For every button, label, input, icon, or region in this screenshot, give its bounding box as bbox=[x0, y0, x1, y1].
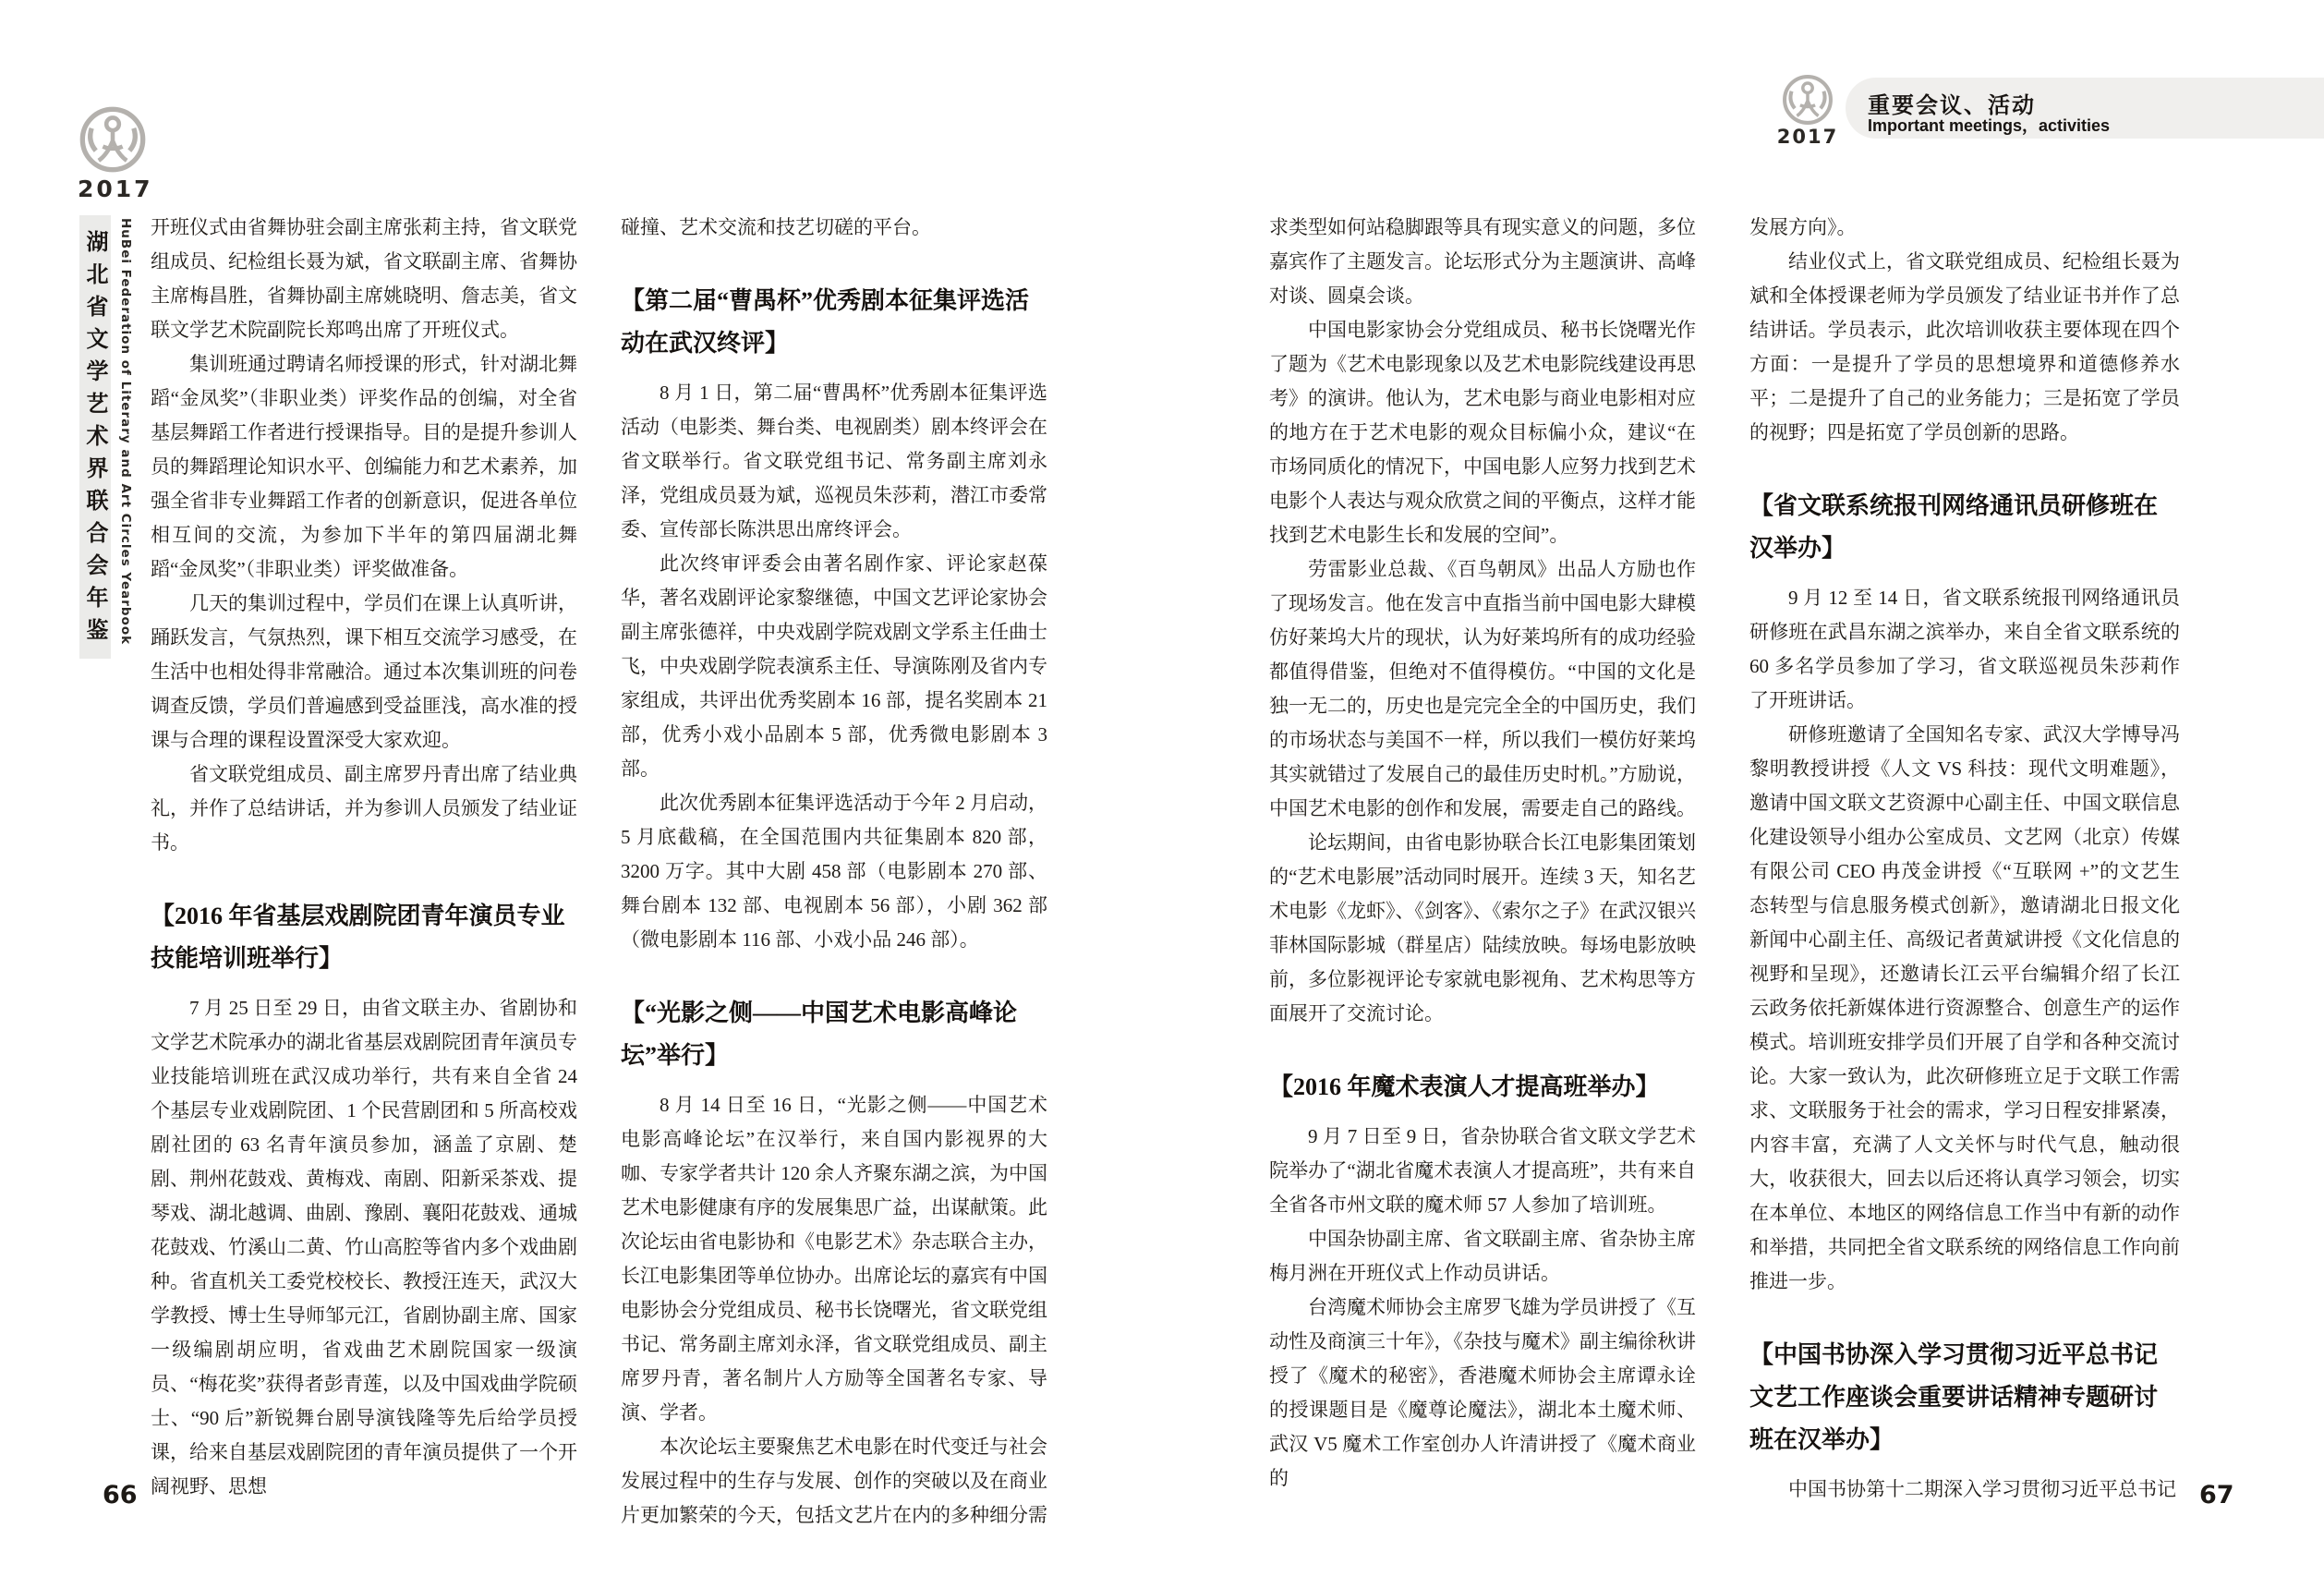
article-paragraph: 此次终审评委会由著名剧作家、评论家赵葆华，著名戏剧评论家黎继德，中国文艺评论家协会副主席张德祥，中央戏剧学院戏剧文学系主任曲士飞，中央戏剧学院表演系主任、导演陈刚及省内专家组成，共评出优秀奖剧本 16 部，提名奖剧本 21 部，优秀小戏小品剧本 5 部，优秀微电影剧本 3 部。 bbox=[621, 552, 1047, 780]
article-paragraph: 7 月 25 日至 29 日，由省文联主办、省剧协和文学艺术院承办的湖北省基层戏剧院团青年演员专业技能培训班在武汉成功举行，共有来自全省 24 个基层专业戏剧院团、1 个民营剧团和 5 所高校戏剧社团的 63 名青年演员参加，涵盖了京剧、楚剧、荆州花鼓戏、黄梅戏、南剧、阳新采茶戏、提琴戏、湖北越调、曲剧、豫剧、襄阳花鼓戏、通城花鼓戏、竹溪山二黄、竹山高腔等省内多个戏曲剧种。省直机关工委党校校长、教授汪连天，武汉大学教授、博士生导师邹元江，省剧协副主席、国家一级编剧胡应明，省戏曲艺术剧院国家一级演员、“梅花奖”获得者彭青莲，以及中国戏曲学院硕士、“90 后”新锐舞台剧导演钱隆等先后给学员授课，给来自基层戏剧院团的青年演员提供了一个开阔视野、思想 bbox=[151, 997, 577, 1497]
article-paragraph: 研修班邀请了全国知名专家、武汉大学博导冯黎明教授讲授《人文 VS 科技：现代文明难题》，邀请中国文联文艺资源中心副主任、中国文联信息化建设领导小组办公室成员、文艺网（北京）传媒有限公司 CEO 冉茂金讲授《“互联网 +”的文艺生态转型与信息服务模式创新》，邀请湖北日报文化新闻中心副主任、高级记者黄斌讲授《文化信息的视野和呈现》，还邀请长江云平台编辑介绍了长江云政务依托新媒体进行资源整合、创意生产的运作模式。培训班安排学员们开展了自学和各种交流讨论。大家一致认为，此次研修班立足于文联工作需求、文联服务于社会的需求，学习日程安排紧凑，内容丰富，充满了人文关怀与时代气息，触动很大，收获很大，回去以后还将认真学习领会，切实在本单位、本地区的网络信息工作当中有新的动作和举措，共同把全省文联系统的网络信息工作向前推进一步。 bbox=[1749, 723, 2180, 1292]
text-column-right-2 bbox=[1749, 211, 2180, 1507]
article-paragraph: 9 月 12 至 14 日，省文联系统报刊网络通讯员研修班在武昌东湖之滨举办，来自全省文联系统的 60 多名学员参加了学习，省文联巡视员朱莎莉作了开班讲话。 bbox=[1749, 587, 2180, 711]
article-paragraph: 求类型如何站稳脚跟等具有现实意义的问题，多位嘉宾作了主题发言。论坛形式分为主题演讲、高峰对谈、圆桌会谈。 bbox=[1269, 216, 1696, 307]
article-paragraph: 碰撞、艺术交流和技艺切磋的平台。 bbox=[621, 216, 931, 238]
article-paragraph: 中国电影家协会分党组成员、秘书长饶曙光作了题为《艺术电影现象以及艺术电影院线建设再思考》的演讲。他认为，艺术电影与商业电影相对应的地方在于艺术电影的观众目标偏小众，建议“在市场同质化的情况下，中国电影人应努力找到艺术电影个人表达与观众欣赏之间的平衡点，这样才能找到艺术电影生长和发展的空间”。 bbox=[1269, 319, 1696, 546]
article-paragraph: 9 月 7 日至 9 日，省杂协联合省文联文学艺术院举办了“湖北省魔术表演人才提高班”，共有来自全省各市州文联的魔术师 57 人参加了培训班。 bbox=[1269, 1125, 1696, 1216]
text-column-left-2 bbox=[621, 211, 1047, 1533]
article-paragraph: 劳雷影业总裁、《百鸟朝凤》出品人方励也作了现场发言。他在发言中直指当前中国电影大肆模仿好莱坞大片的现状，认为好莱坞所有的成功经验都值得借鉴，但绝对不值得模仿。“中国的文化是独一无二的，历史也是完完全全的中国历史，我们的市场状态与美国不一样，所以我们一模仿好莱坞其实就错过了发展自己的最佳历史时机。”方励说，中国艺术电影的创作和发展，需要走自己的路线。 bbox=[1269, 558, 1696, 819]
article-paragraph: 本次论坛主要聚焦艺术电影在时代变迁与社会发展过程中的生存与发展、创作的突破以及在商业片更加繁荣的今天，包括文艺片在内的多种细分需 bbox=[621, 1436, 1047, 1526]
article-paragraph: 8 月 1 日，第二届“曹禺杯”优秀剧本征集评选活动（电影类、舞台类、电视剧类）剧本终评会在省文联举行。省文联党组书记、常务副主席刘永泽，党组成员聂为斌，巡视员朱莎莉，潜江市委常委、宣传部长陈洪思出席终评会。 bbox=[621, 382, 1047, 540]
text-column-left-1 bbox=[151, 211, 577, 1504]
page-number-right: 67 bbox=[2199, 1481, 2234, 1509]
yearbook-vertical-title: 湖北省文学艺术界联合会年鉴 bbox=[79, 215, 111, 659]
article-heading: 【“光影之侧——中国艺术电影高峰论坛”举行】 bbox=[621, 1000, 1018, 1069]
article-paragraph: 中国杂协副主席、省文联副主席、省杂协主席梅月洲在开班仪式上作动员讲话。 bbox=[1269, 1228, 1696, 1284]
section-subtitle: Important meetings，activities bbox=[1868, 116, 2111, 135]
article-paragraph: 结业仪式上，省文联党组成员、纪检组长聂为斌和全体授课老师为学员颁发了结业证书并作了总结讲话。学员表示，此次培训收获主要体现在四个方面：一是提升了学员的思想境界和道德修养水平；二是提升了自己的业务能力；三是拓宽了学员的视野；四是拓宽了学员创新的思路。 bbox=[1749, 250, 2180, 443]
article-paragraph: 8 月 14 日至 16 日，“光影之侧——中国艺术电影高峰论坛”在汉举行，来自国内影视界的大咖、专家学者共计 120 余人齐聚东湖之滨，为中国艺术电影健康有序的发展集思广益，出谋献策。此次论坛由省电影协和《电影艺术》杂志联合主办，长江电影集团等单位协办。出席论坛的嘉宾有中国电影协会分党组成员、秘书长饶曙光，省文联党组书记、常务副主席刘永泽，省文联党组成员、副主席罗丹青，著名制片人方励等全国著名专家、导演、学者。 bbox=[621, 1094, 1047, 1424]
sidebar-year: 2017 bbox=[78, 176, 153, 202]
article-paragraph: 发展方向》。 bbox=[1749, 216, 1857, 238]
yearbook-vertical-title-english: HuBei Federation of Literary and Art Circles Yearbook bbox=[118, 218, 133, 646]
article-paragraph: 几天的集训过程中，学员们在课上认真听讲，踊跃发言，气氛热烈，课下相互交流学习感受，在生活中也相处得非常融洽。通过本次集训班的问卷调查反馈，学员们普遍感到受益匪浅，高水准的授课与合理的课程设置深受大家欢迎。 bbox=[151, 592, 577, 751]
article-paragraph: 开班仪式由省舞协驻会副主席张莉主持，省文联党组成员、纪检组长聂为斌，省文联副主席、省舞协主席梅昌胜，省舞协副主席姚晓明、詹志美，省文联文学艺术院副院长郑鸣出席了开班仪式。 bbox=[151, 216, 577, 341]
article-paragraph: 论坛期间，由省电影协联合长江电影集团策划的“艺术电影展”活动同时展开。连续 3 天，知名艺术电影《龙虾》、《剑客》、《索尔之子》在武汉银兴菲林国际影城（群星店）陆续放映。每场电影放映前，多位影视评论专家就电影视角、艺术构思等方面展开了交流讨论。 bbox=[1269, 831, 1696, 1024]
page-number-left: 66 bbox=[103, 1481, 138, 1509]
article-paragraph: 中国书协第十二期深入学习贯彻习近平总书记 bbox=[1788, 1478, 2176, 1500]
article-heading: 【中国书协深入学习贯彻习近平总书记文艺工作座谈会重要讲话精神专题研讨班在汉举办】 bbox=[1749, 1341, 2159, 1453]
section-title: 重要会议、活动 bbox=[1868, 93, 2036, 118]
federation-logo-icon bbox=[78, 103, 148, 176]
header-year: 2017 bbox=[1776, 126, 1839, 148]
federation-logo-icon bbox=[1781, 72, 1834, 127]
article-heading: 【第二届“曹禺杯”优秀剧本征集评选活动在武汉终评】 bbox=[621, 287, 1030, 357]
article-paragraph: 集训班通过聘请名师授课的形式，针对湖北舞蹈“金凤奖”（非职业类）评奖作品的创编，对全省基层舞蹈工作者进行授课指导。目的是提升参训人员的舞蹈理论知识水平、创编能力和艺术素养，加强全省非专业舞蹈工作者的创新意识，促进各单位相互间的交流，为参加下半年的第四届湖北舞蹈“金凤奖”（非职业类）评奖做准备。 bbox=[151, 353, 577, 580]
article-heading: 【2016 年省基层戏剧院团青年演员专业技能培训班举行】 bbox=[151, 903, 565, 972]
article-paragraph: 省文联党组成员、副主席罗丹青出席了结业典礼，并作了总结讲话，并为参训人员颁发了结业证书。 bbox=[151, 763, 577, 854]
article-paragraph: 台湾魔术师协会主席罗飞雄为学员讲授了《互动性及商演三十年》，《杂技与魔术》副主编徐秋讲授了《魔术的秘密》，香港魔术师协会主席谭永诠的授课题目是《魔尊论魔法》，湖北本土魔术师、武汉 V5 魔术工作室创办人许清讲授了《魔术商业的 bbox=[1269, 1296, 1696, 1489]
article-heading: 【2016 年魔术表演人才提高班举办】 bbox=[1269, 1073, 1660, 1100]
text-column-right-1 bbox=[1269, 211, 1696, 1496]
article-heading: 【省文联系统报刊网络通讯员研修班在汉举办】 bbox=[1749, 492, 2159, 562]
article-paragraph: 此次优秀剧本征集评选活动于今年 2 月启动，5 月底截稿，在全国范围内共征集剧本 820 部，3200 万字。其中大剧 458 部（电影剧本 270 部、舞台剧本 132 部、电视剧本 56 部），小剧 362 部（微电影剧本 116 部、小戏小品 246 部）。 bbox=[621, 792, 1047, 951]
